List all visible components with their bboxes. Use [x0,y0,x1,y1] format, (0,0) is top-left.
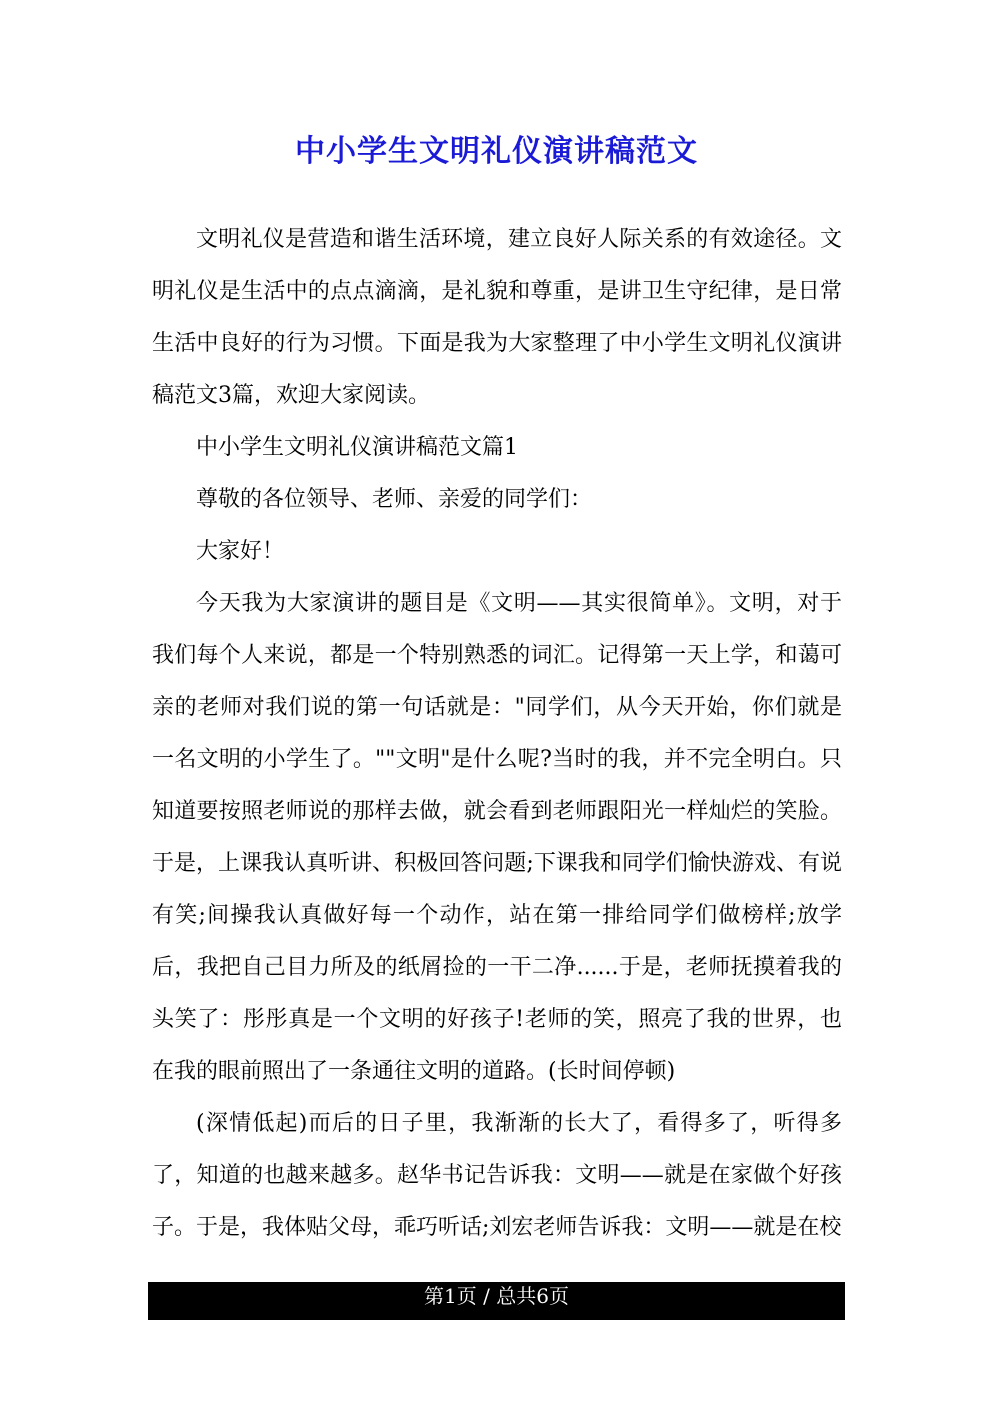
paragraph-heading: 中小学生文明礼仪演讲稿范文篇1 [196,435,518,460]
document-title: 中小学生文明礼仪演讲稿范文 [295,134,698,169]
paragraph-body-2: (深情低起)而后的日子里，我渐渐的长大了，看得多了，听得多了，知道的也越来越多。赵华书记告诉我：文明——就是在家做个好孩子。于是，我体贴父母，乖巧听话;刘宏老师告诉我：文明——就是在校 [152,1111,842,1240]
paragraph-intro: 文明礼仪是营造和谐生活环境，建立良好人际关系的有效途径。文明礼仪是生活中的点点滴滴，是礼貌和尊重，是讲卫生守纪律，是日常生活中良好的行为习惯。下面是我为大家整理了中小学生文明礼仪演讲稿范文3篇，欢迎大家阅读。 [152,227,842,408]
paragraph-body-1: 今天我为大家演讲的题目是《文明——其实很简单》。文明，对于我们每个人来说，都是一个特别熟悉的词汇。记得第一天上学，和蔼可亲的老师对我们说的第一句话就是："同学们，从今天开始，你们就是一名文明的小学生了。""文明"是什么呢?当时的我，并不完全明白。只知道要按照老师说的那样去做，就会看到老师跟阳光一样灿烂的笑脸。于是，上课我认真听讲、积极回答问题;下课我和同学们愉快游戏、有说有笑;间操我认真做好每一个动作，站在第一排给同学们做榜样;放学后，我把自己目力所及的纸屑捡的一干二净......于是，老师抚摸着我的头笑了：彤彤真是一个文明的好孩子!老师的笑，照亮了我的世界，也在我的眼前照出了一条通往文明的道路。(长时间停顿) [152,591,842,1084]
page-number-label: 第1页 / 总共6页 [424,1284,569,1308]
paragraph-salutation: 尊敬的各位领导、老师、亲爱的同学们： [196,487,593,512]
document-body [152,214,842,1254]
page-footer [148,1282,845,1320]
paragraph-greeting: 大家好！ [196,539,285,564]
